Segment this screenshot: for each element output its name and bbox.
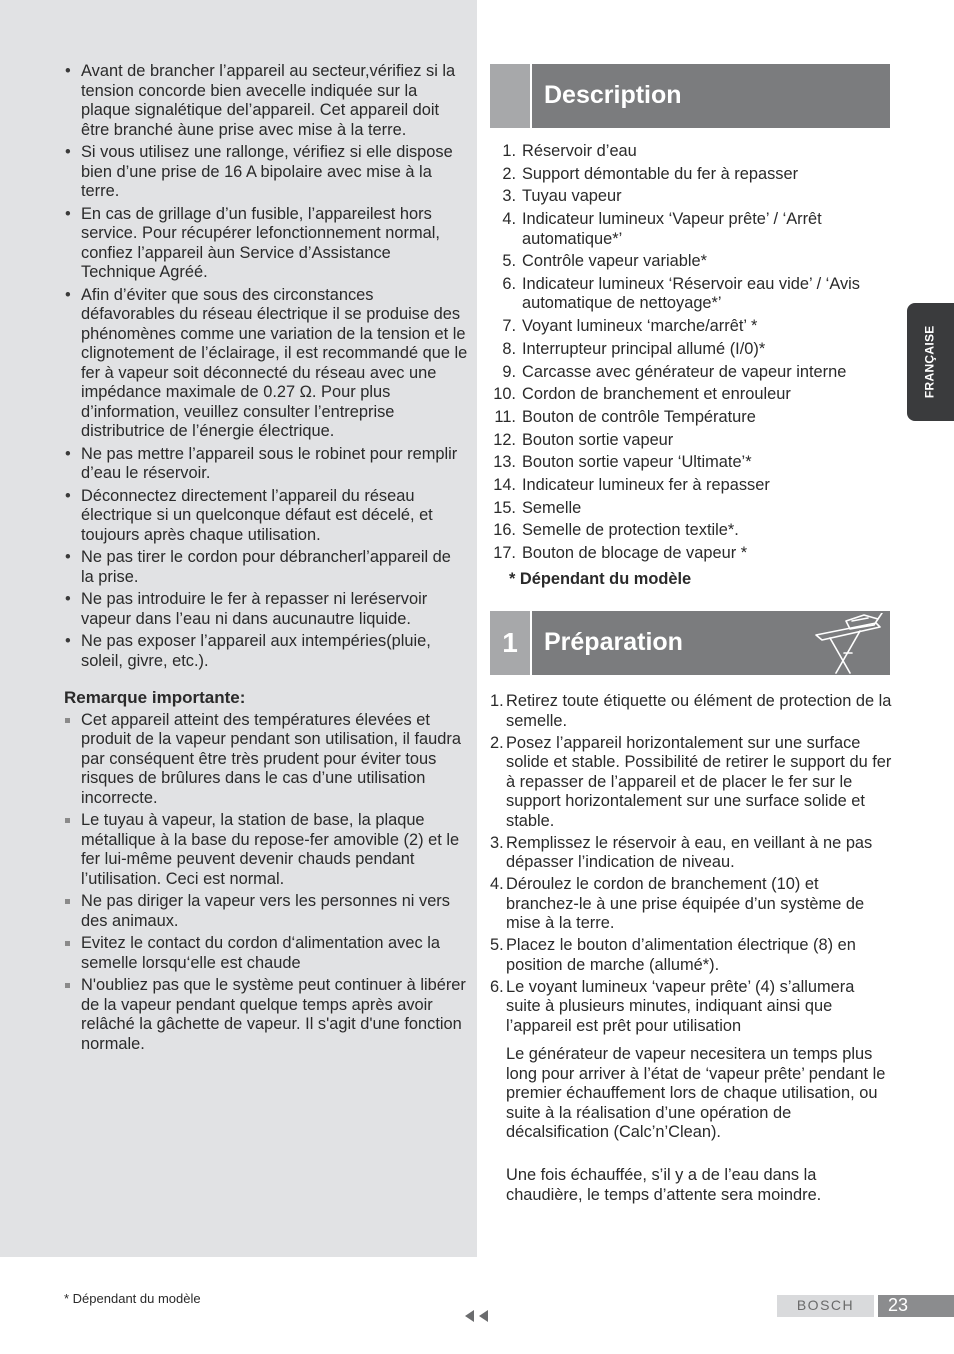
list-item: 3. Remplissez le réservoir à eau, en veillant à ne pas dépasser l’indication de niveau. — [490, 833, 873, 871]
description-list — [490, 142, 890, 567]
list-item: 17. Bouton de blocage de vapeur * — [493, 544, 748, 562]
list-item: 3. Tuyau vapeur — [502, 187, 622, 206]
ironing-board-icon — [806, 613, 886, 678]
model-note: * Dépendant du modèle — [509, 570, 692, 588]
section-title: Description — [544, 81, 682, 110]
section-number: 1 — [490, 611, 530, 675]
list-item: 2. Support démontable du fer à repasser — [502, 164, 799, 183]
list-item: Ne pas diriger la vapeur vers les personnes ni vers des animaux. — [64, 892, 468, 931]
list-item: 9. Carcasse avec générateur de vapeur interne — [502, 362, 847, 381]
list-item: Evitez le contact du cordon d‘alimentation avec la semelle lorsqu‘elle est chaude — [64, 934, 468, 973]
list-item: 4. Indicateur lumineux ‘Vapeur prête’ / ‘Arrêt automatique*’ — [502, 210, 822, 248]
list-item: • Avant de brancher l’appareil au secteur,vérifiez si la tension concorde bien avecelle indiquée sur la plaque signalétique del’appareil. Cet appareil doit être branché àune prise avec mise à la terre. — [64, 62, 468, 140]
list-item: 4. Déroulez le cordon de branchement (10) et branchez-le à une prise équipée d’un système de mise à la terre. — [490, 875, 865, 932]
language-tab: FRANÇAISE — [907, 303, 954, 421]
preparation-paragraph: Le générateur de vapeur necesitera un temps plus long pour arriver à l’état de ‘vapeur prête’ pendant le premier échauffement lors de chaque utilisation, ou suite à la réalisation d’une opération de décalsification (Calc’n’Clean). — [506, 1045, 886, 1141]
list-item: 6. Indicateur lumineux ‘Réservoir eau vide’ / ‘Avis automatique de nettoyage*’ — [502, 274, 860, 313]
section-number-box — [490, 64, 530, 128]
list-item: • Ne pas mettre l’appareil sous le robinet pour remplir d’eau le réservoir. — [64, 445, 468, 484]
left-column — [0, 0, 477, 1257]
list-item: • Si vous utilisez une rallonge, vérifiez si elle dispose bien d’une prise de 16 A bipolaire avec mise à la terre. — [64, 143, 468, 202]
list-item: 6. Le voyant lumineux ‘vapeur prête’ (4) s’allumera suite à plusieurs minutes, indiquant ainsi que l’appareil est prêt pour utilisation — [490, 977, 855, 1035]
section-title: Préparation — [544, 628, 683, 657]
list-item: 16. Semelle de protection textile*. — [493, 521, 739, 540]
list-item: • Ne pas exposer l’appareil aux intempéries(pluie, soleil, givre, etc.). — [64, 632, 468, 671]
list-item: 12. Bouton sortie vapeur — [493, 430, 674, 449]
list-item: 5. Placez le bouton d’alimentation électrique (8) en position de marche (allumé*). — [490, 936, 856, 974]
description-header — [490, 64, 890, 128]
list-item: 7. Voyant lumineux ‘marche/arrêt’ * — [502, 317, 758, 336]
list-item: 5. Contrôle vapeur variable* — [502, 252, 707, 271]
preparation-header — [490, 611, 890, 675]
list-item: 8. Interrupteur principal allumé (I/0)* — [502, 339, 766, 358]
list-item: 11. Bouton de contrôle Température — [494, 407, 756, 426]
list-item: 1. Réservoir d’eau — [502, 142, 637, 160]
list-item: 15. Semelle — [493, 498, 582, 517]
list-item: 14. Indicateur lumineux fer à repasser — [493, 475, 770, 494]
safety-bullet-list — [64, 62, 468, 671]
remark-list — [64, 711, 468, 1055]
list-item: Le tuyau à vapeur, la station de base, la plaque métallique à la base du repose-fer amovible (2) et le fer lui-même peuvent devenir chauds pendant l’utilisation. Ceci est normal. — [64, 811, 468, 889]
list-item: • Ne pas tirer le cordon pour débrancherl’appareil de la prise. — [64, 548, 468, 587]
brand-label: BOSCH — [777, 1295, 874, 1317]
page-number: 23 — [878, 1295, 954, 1317]
preparation-steps — [490, 692, 892, 1039]
list-item: 2. Posez l’appareil horizontalement sur une surface solide et stable. Possibilité de retirer le support du fer à repasser de l’appareil et de placer le fer sur le support horizontalement sur une surface solide et stable. — [490, 733, 892, 830]
list-item: • Ne pas introduire le fer à repasser ni leréservoir vapeur dans l’eau ni dans aucunautre liquide. — [64, 590, 468, 629]
list-item: N'oubliez pas que le système peut continuer à libérer de la vapeur pendant quelque temps après avoir relâché la gâchette de vapeur. Il s'agit d'une fonction normale. — [64, 976, 468, 1054]
preparation-paragraph: Une fois échauffée, s’il y a de l’eau dans la chaudière, le temps d’attente sera moindre. — [506, 1166, 822, 1204]
list-item: Cet appareil atteint des températures élevées et produit de la vapeur pendant son utilisation, il faudra par conséquent être très prudent pour éviter tous risques de brûlures dans le cas d’une utilisation incorrecte. — [64, 711, 468, 809]
list-item: • Déconnectez directement l’appareil du réseau électrique si un quelconque défaut est décelé, et toujours après chaque utilisation. — [64, 487, 468, 546]
remark-heading: Remarque importante: — [64, 688, 246, 707]
list-item: 1. Retirez toute étiquette ou élément de protection de la semelle. — [490, 692, 892, 730]
previous-page-arrows-icon[interactable] — [463, 1309, 491, 1323]
list-item: 10. Cordon de branchement et enrouleur — [493, 385, 791, 404]
footnote: * Dépendant du modèle — [64, 1291, 201, 1306]
list-item: • En cas de grillage d’un fusible, l’appareilest hors service. Pour récupérer lefonctionnement normal, confiez l’appareil àun Service d’Assistance Technique Agréé. — [64, 205, 468, 283]
safety-instructions — [64, 62, 468, 1057]
list-item: 13. Bouton sortie vapeur ‘Ultimate’* — [493, 453, 752, 472]
list-item: • Afin d’éviter que sous des circonstances défavorables du réseau électrique il se produise des phénomènes comme une variation de la tension et le clignotement de l’éclairage, il est recommandé que le fer à vapeur soit déconnecté du réseau avec une impédance maximale de 0.27 Ω. Pour plus d’information, veuillez consulter l’entreprise distributrice de l’énergie électrique. — [64, 286, 468, 442]
